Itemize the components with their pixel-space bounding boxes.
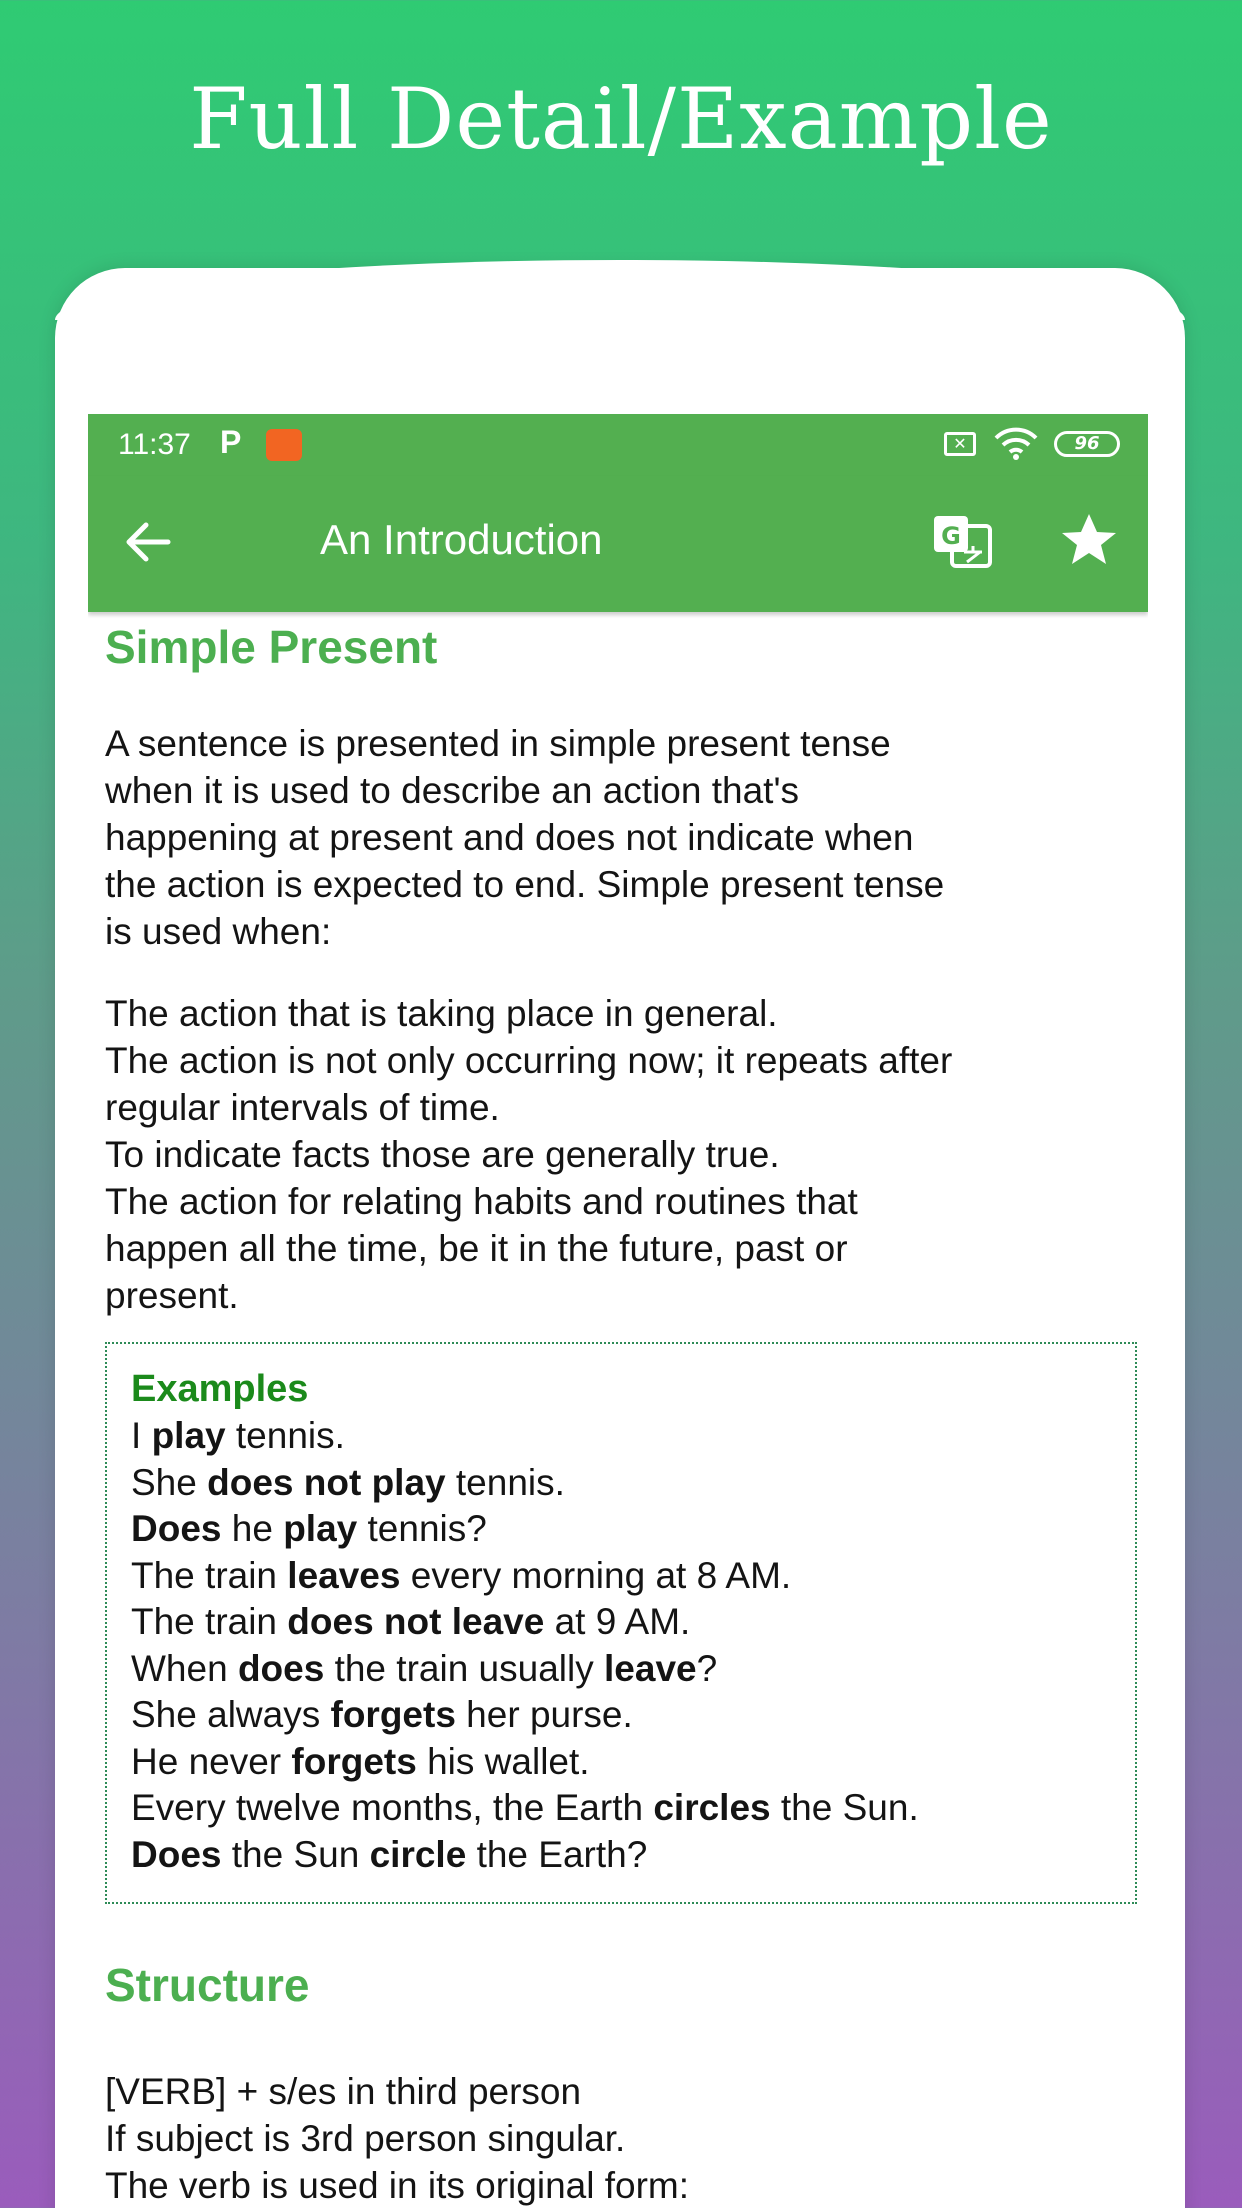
status-time: 11:37 bbox=[118, 428, 191, 461]
example-text: the train usually bbox=[324, 1647, 605, 1689]
example-text: tennis. bbox=[445, 1461, 565, 1503]
text-line: is used when: bbox=[105, 911, 332, 952]
example-verb: leave bbox=[604, 1647, 697, 1689]
example-verb: forgets bbox=[330, 1694, 456, 1735]
text-line: [VERB] + s/es in third person bbox=[105, 2071, 582, 2112]
text-line: The verb is used in its original form: bbox=[105, 2165, 690, 2206]
app-bar bbox=[88, 476, 1148, 612]
arrow-left-icon[interactable] bbox=[118, 512, 178, 572]
example-line bbox=[131, 1785, 1111, 1832]
example-verb: circle bbox=[369, 1833, 467, 1875]
text-line: regular intervals of time. bbox=[105, 1087, 500, 1128]
example-text: I bbox=[131, 1415, 152, 1456]
example-text: tennis. bbox=[225, 1415, 345, 1456]
example-verb: does not leave bbox=[287, 1601, 545, 1642]
example-verb: circles bbox=[653, 1787, 771, 1828]
sim-blocked-icon: ✕ bbox=[944, 432, 976, 456]
battery-indicator: 96 bbox=[1054, 431, 1120, 457]
example-line bbox=[131, 1692, 1111, 1739]
examples-box bbox=[105, 1342, 1137, 1904]
example-text: at 9 AM. bbox=[544, 1601, 691, 1642]
text-line: present. bbox=[105, 1275, 239, 1316]
example-line bbox=[131, 1599, 1111, 1646]
example-line bbox=[131, 1460, 1111, 1507]
example-text: every morning at 8 AM. bbox=[400, 1554, 792, 1596]
example-text: She always bbox=[131, 1694, 331, 1735]
text-line: happen all the time, be it in the future, past or bbox=[105, 1228, 848, 1269]
example-text: When bbox=[131, 1647, 238, 1689]
page-title: An Introduction bbox=[320, 516, 603, 563]
example-text: He never bbox=[131, 1740, 292, 1782]
examples-list bbox=[131, 1413, 1111, 1878]
text-line: The action that is taking place in general. bbox=[105, 993, 778, 1034]
uses-paragraph bbox=[105, 990, 1140, 1319]
example-verb: leaves bbox=[287, 1554, 401, 1596]
example-verb: does bbox=[237, 1647, 325, 1689]
structure-heading: Structure bbox=[105, 1959, 310, 2011]
text-line: The action is not only occurring now; it repeats after bbox=[105, 1040, 953, 1081]
example-verb: play bbox=[151, 1415, 226, 1456]
example-line bbox=[131, 1553, 1111, 1600]
text-line: when it is used to describe an action that's bbox=[105, 770, 800, 811]
examples-title: Examples bbox=[131, 1368, 309, 1410]
intro-paragraph bbox=[105, 720, 1140, 955]
svg-text:G: G bbox=[941, 522, 961, 550]
text-line: A sentence is presented in simple present tense bbox=[105, 723, 891, 764]
example-text: Every twelve months, the Earth bbox=[131, 1787, 654, 1828]
example-text: the Sun bbox=[221, 1833, 370, 1875]
example-verb: Does bbox=[131, 1833, 222, 1875]
lesson-heading: Simple Present bbox=[105, 621, 438, 673]
example-text: She bbox=[131, 1461, 208, 1503]
star-icon[interactable] bbox=[1058, 510, 1120, 572]
example-line bbox=[131, 1646, 1111, 1693]
example-text: ? bbox=[696, 1647, 718, 1689]
example-text: the Earth? bbox=[466, 1833, 648, 1875]
example-text: her purse. bbox=[455, 1694, 633, 1735]
example-text: the Sun. bbox=[770, 1787, 919, 1828]
app-screen bbox=[88, 414, 1148, 2208]
promo-title: Full Detail/Example bbox=[189, 70, 1053, 168]
translate-icon[interactable] bbox=[930, 512, 994, 572]
text-line: the action is expected to end. Simple present tense bbox=[105, 864, 945, 905]
wifi-icon bbox=[994, 426, 1038, 464]
text-line: happening at present and does not indicate when bbox=[105, 817, 914, 858]
example-verb: forgets bbox=[291, 1740, 417, 1782]
example-line bbox=[131, 1739, 1111, 1786]
example-text: The train bbox=[131, 1554, 288, 1596]
parking-icon: P bbox=[220, 424, 242, 460]
structure-paragraph bbox=[105, 2068, 1140, 2208]
status-bar bbox=[88, 414, 1148, 476]
text-line: The action for relating habits and routines that bbox=[105, 1181, 858, 1222]
example-text: he bbox=[221, 1508, 284, 1549]
example-line bbox=[131, 1506, 1111, 1553]
example-line bbox=[131, 1413, 1111, 1460]
example-text: tennis? bbox=[357, 1508, 487, 1549]
example-verb: Does bbox=[131, 1508, 222, 1549]
text-line: To indicate facts those are generally true. bbox=[105, 1134, 780, 1175]
example-text: The train bbox=[131, 1601, 288, 1642]
example-verb: does not play bbox=[207, 1461, 446, 1503]
example-verb: play bbox=[283, 1508, 358, 1549]
example-text: his wallet. bbox=[416, 1740, 590, 1782]
app-notification-icon bbox=[266, 429, 302, 461]
text-line: If subject is 3rd person singular. bbox=[105, 2118, 626, 2159]
example-line bbox=[131, 1832, 1111, 1879]
